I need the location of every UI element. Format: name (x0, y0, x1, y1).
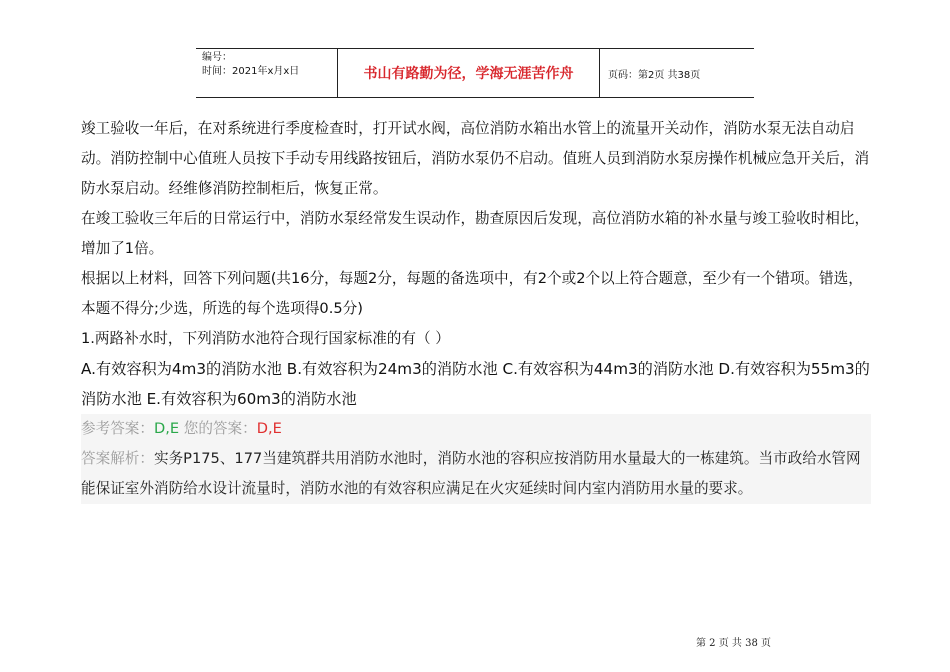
page-header (196, 48, 754, 98)
number-label: 编号： (202, 52, 232, 63)
header-motto: 书山有路勤为径，学海无涯苦作舟 (338, 49, 600, 97)
analysis-label: 答案解析： (81, 450, 154, 467)
ref-answer-value: D,E (153, 420, 180, 437)
analysis-text: 实务P175、177当建筑群共用消防水池时，消防水池的容积应按消防用水量最大的一栋建筑。当市政给水管网能保证室外消防给水设计流量时，消防水池的有效容积应满足在火灾延续时间内室内消防用水量的要求。 (81, 450, 861, 497)
answer-analysis (81, 444, 871, 504)
time-label: 时间：2021年x月x日 (202, 66, 300, 77)
question-text: 1.两路补水时，下列消防水池符合现行国家标准的有（ ） (81, 330, 450, 347)
paragraph-1: 竣工验收一年后，在对系统进行季度检查时，打开试水阀，高位消防水箱出水管上的流量开关动作，消防水泵无法自动启动。消防控制中心值班人员按下手动专用线路按钮后，消防水泵仍不启动。值班人员到消防水泵房操作机械应急开关后，消防水泵启动。经维修消防控制柜后，恢复正常。 (81, 120, 870, 197)
ref-answer-label: 参考答案： (81, 420, 154, 437)
document-body (81, 114, 871, 504)
question-options: A.有效容积为4m3的消防水池 B.有效容积为24m3的消防水池 C.有效容积为44m3的消防水池 D.有效容积为55m3的消防水池 E.有效容积为60m3的消防水池 (81, 360, 870, 408)
header-meta (196, 49, 338, 97)
answer-block (81, 414, 871, 504)
my-answer-label: 您的答案： (183, 420, 257, 437)
footer-page-number: 第 2 页 共 38 页 (696, 638, 771, 649)
paragraph-2: 在竣工验收三年后的日常运行中，消防水泵经常发生误动作，勘查原因后发现，高位消防水箱的补水量与竣工验收时相比，增加了1倍。 (81, 210, 870, 257)
header-page-info: 页码：第2页 共38页 (608, 69, 701, 81)
answer-row (81, 414, 871, 444)
my-answer-value: D,E (256, 420, 282, 437)
paragraph-3: 根据以上材料，回答下列问题(共16分，每题2分，每题的备选项中，有2个或2个以上符合题意，至少有一个错项。错选，本题不得分;少选，所选的每个选项得0.5分) (81, 270, 863, 317)
